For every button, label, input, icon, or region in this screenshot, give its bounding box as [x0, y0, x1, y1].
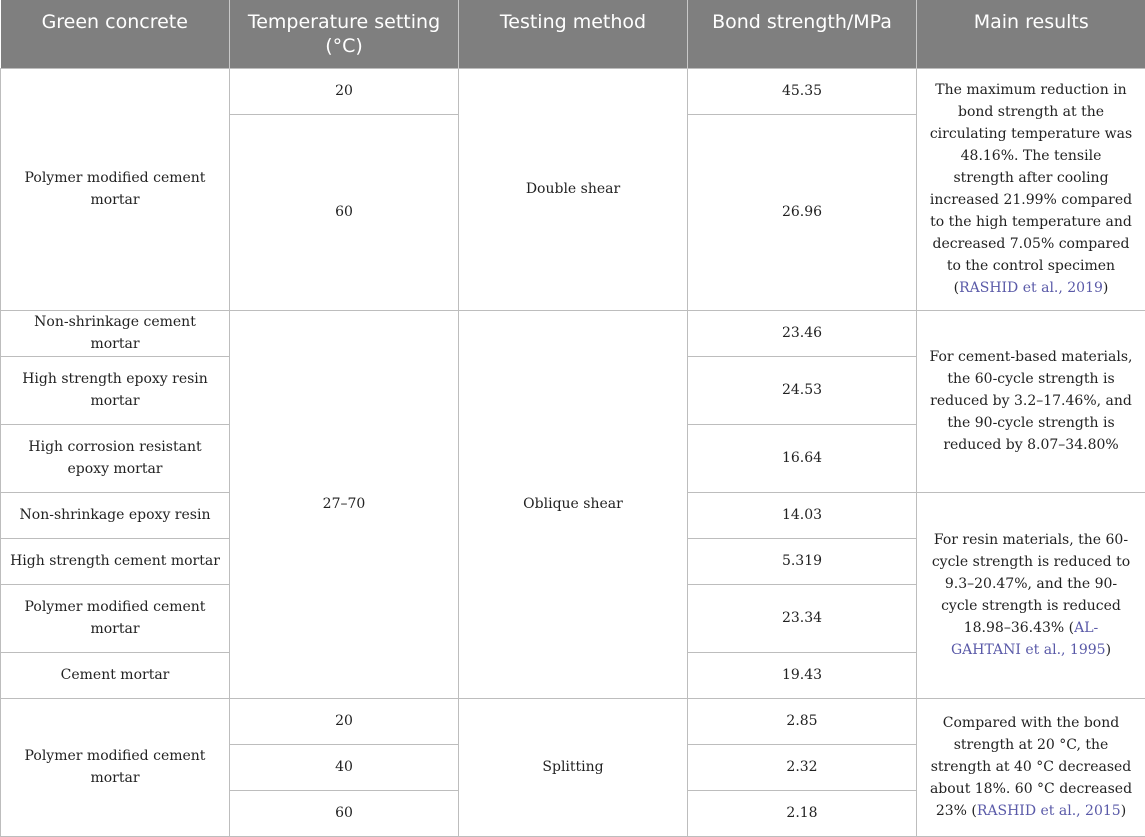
temperature-cell: 60 — [230, 114, 459, 310]
strength-cell: 26.96 — [688, 114, 917, 310]
strength-cell: 2.18 — [688, 790, 917, 836]
results-cell — [917, 492, 1145, 698]
temperature-cell: 20 — [230, 698, 459, 744]
concrete-cell: Cement mortar — [1, 652, 230, 698]
strength-cell: 23.34 — [688, 584, 917, 652]
header-green-concrete: Green concrete — [1, 0, 230, 68]
results-cell — [917, 698, 1145, 836]
temperature-cell: 40 — [230, 744, 459, 790]
strength-cell: 2.32 — [688, 744, 917, 790]
concrete-cell: High corrosion resistant epoxy mortar — [1, 424, 230, 492]
header-testing-method: Testing method — [459, 0, 688, 68]
citation-link[interactable]: AL-GAHTANI et al., 1995 — [951, 620, 1106, 658]
concrete-cell: Polymer modified cement mortar — [1, 698, 230, 836]
strength-cell: 14.03 — [688, 492, 917, 538]
strength-cell: 24.53 — [688, 356, 917, 424]
table-row — [1, 310, 1145, 356]
temperature-cell: 60 — [230, 790, 459, 836]
concrete-cell: High strength epoxy resin mortar — [1, 356, 230, 424]
citation-link[interactable]: RASHID et al., 2015 — [977, 803, 1121, 819]
strength-cell: 45.35 — [688, 68, 917, 114]
strength-cell: 5.319 — [688, 538, 917, 584]
concrete-cell: Non-shrinkage epoxy resin — [1, 492, 230, 538]
results-text-end: ) — [1106, 642, 1111, 658]
results-text-end: ) — [1121, 803, 1126, 819]
strength-cell: 19.43 — [688, 652, 917, 698]
strength-cell: 16.64 — [688, 424, 917, 492]
method-cell: Double shear — [459, 68, 688, 310]
strength-cell: 23.46 — [688, 310, 917, 356]
table-row — [1, 698, 1145, 744]
method-cell: Oblique shear — [459, 310, 688, 698]
header-row — [1, 0, 1145, 68]
temperature-cell: 20 — [230, 68, 459, 114]
concrete-cell: Non-shrinkage cement mortar — [1, 310, 230, 356]
concrete-cell: Polymer modified cement mortar — [1, 68, 230, 310]
temperature-cell: 27–70 — [230, 310, 459, 698]
table-row — [1, 68, 1145, 114]
results-cell: For cement-based materials, the 60-cycle strength is reduced by 3.2–17.46%, and the 90-cycle strength is reduced by 8.07–34.80% — [917, 310, 1145, 492]
results-cell — [917, 68, 1145, 310]
results-text: For resin materials, the 60-cycle strength is reduced to 9.3–20.47%, and the 90-cycle strength is reduced 18.98–36.43% ( — [932, 532, 1130, 636]
citation-link[interactable]: RASHID et al., 2019 — [959, 280, 1103, 296]
header-temperature-setting: Temperature setting (°C) — [230, 0, 459, 68]
results-text: Compared with the bond strength at 20 °C, the strength at 40 °C decreased about 18%. 60 °C decreased 23% ( — [930, 715, 1132, 819]
method-cell: Splitting — [459, 698, 688, 836]
header-bond-strength: Bond strength/MPa — [688, 0, 917, 68]
concrete-cell: High strength cement mortar — [1, 538, 230, 584]
results-text: The maximum reduction in bond strength at the circulating temperature was 48.16%. The tensile strength after cooling increased 21.99% compared to the high temperature and decreased 7.05% compared to the control specimen ( — [930, 82, 1132, 296]
header-main-results: Main results — [917, 0, 1145, 68]
strength-cell: 2.85 — [688, 698, 917, 744]
results-text-end: ) — [1103, 280, 1108, 296]
concrete-cell: Polymer modified cement mortar — [1, 584, 230, 652]
